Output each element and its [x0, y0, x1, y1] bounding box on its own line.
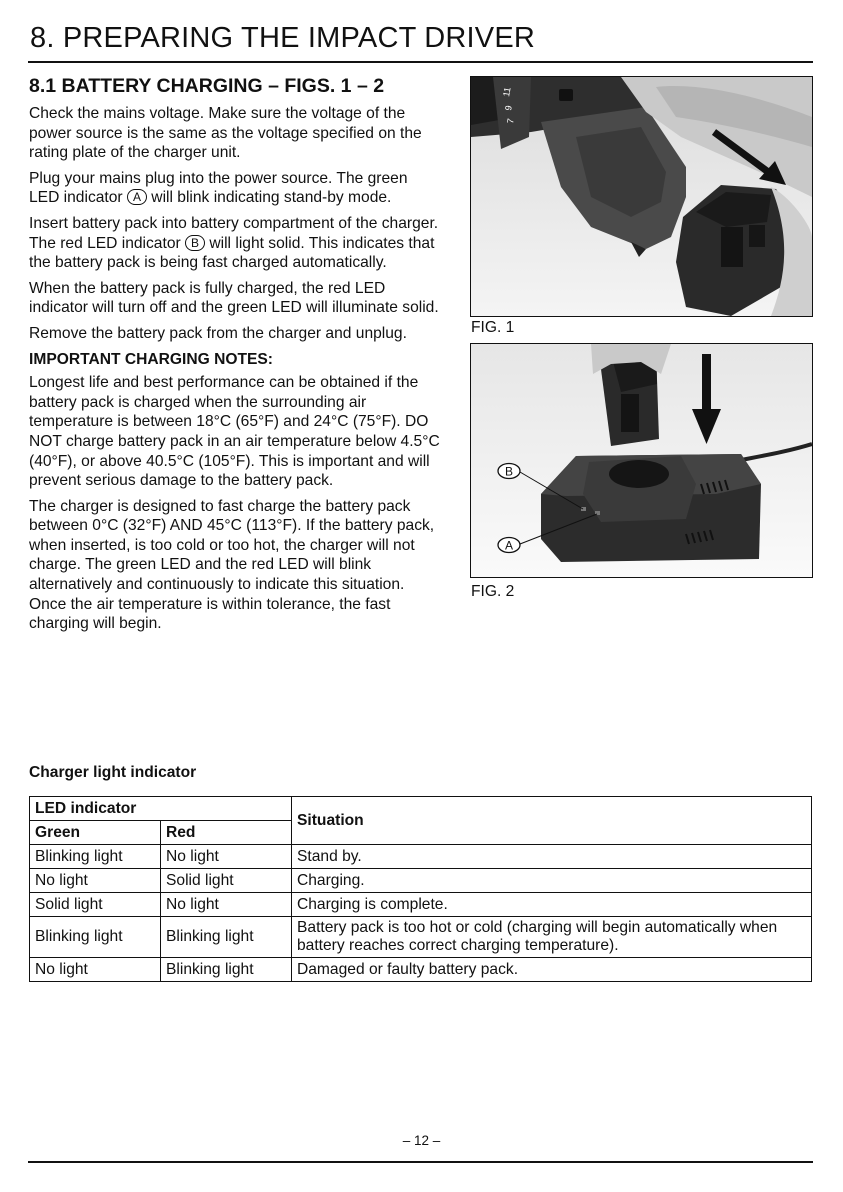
callout-b-letter: B [504, 464, 514, 479]
dial-digit: 11 [501, 86, 513, 98]
table-row [30, 845, 812, 869]
cell-red: No light [161, 845, 292, 869]
cell-green: No light [30, 958, 161, 982]
notes-heading: IMPORTANT CHARGING NOTES: [29, 350, 274, 368]
cell-red: Solid light [161, 869, 292, 893]
paragraph-text: will light solid. This indicates that the battery pack is being fast charged automatically. [29, 234, 435, 272]
cell-green: Blinking light [30, 845, 161, 869]
callout-a-letter: A [504, 538, 514, 553]
section-heading: 8.1 BATTERY CHARGING – FIGS. 1 – 2 [29, 75, 385, 97]
header-situation: Situation [292, 797, 812, 845]
paragraph-notes-temperature: Longest life and best performance can be obtained if the battery pack is charged when the surrounding air temperature is between 18°C (65°F) and 24°C (75°F). DO NOT charge battery pack in an air temperature below 4.5°C (40°F), or above 40.5°C (105°F). This is important and will prevent serious damage to the battery pack. [29, 374, 440, 490]
header-green: Green [30, 821, 161, 845]
cell-situation: Stand by. [292, 845, 812, 869]
indicator-b-badge: B [185, 235, 205, 251]
cell-red: Blinking light [161, 958, 292, 982]
table-row [30, 893, 812, 917]
paragraph-text: Plug your mains plug into the power source. The green LED indicator [29, 169, 408, 207]
figure-2-label: FIG. 2 [471, 583, 515, 600]
cell-situation: Charging. [292, 869, 812, 893]
header-led-indicator: LED indicator [30, 797, 292, 821]
paragraph-remove: Remove the battery pack from the charger and unplug. [29, 324, 407, 342]
paragraph-text: Insert battery pack into battery compartment of the charger. The red LED indicator [29, 214, 439, 252]
paragraph-fully-charged: When the battery pack is fully charged, the red LED indicator will turn off and the green LED will illuminate solid. [29, 279, 439, 317]
figure-2-image [470, 343, 813, 578]
cell-red: Blinking light [161, 917, 292, 958]
table-heading: Charger light indicator [29, 764, 197, 781]
figure-1-image [470, 76, 813, 317]
cell-situation: Battery pack is too hot or cold (charging will begin automatically when battery reaches correct charging temperature). [292, 917, 812, 958]
cell-green: Blinking light [30, 917, 161, 958]
table-row [30, 917, 812, 958]
paragraph-text: will blink indicating stand-by mode. [146, 189, 392, 207]
dial-digit: 7 [505, 117, 516, 125]
cell-situation: Charging is complete. [292, 893, 812, 917]
paragraph-plug-in [29, 169, 441, 208]
direction-arrow-shaft [702, 354, 711, 409]
header-red: Red [161, 821, 292, 845]
indicator-a-badge: A [127, 189, 147, 205]
title-divider [28, 61, 813, 63]
figure-1-label: FIG. 1 [471, 319, 515, 336]
cell-red: No light [161, 893, 292, 917]
cell-green: Solid light [30, 893, 161, 917]
table-row [30, 869, 812, 893]
dial-digit: 9 [503, 104, 514, 112]
charger-light-indicator-table [29, 796, 812, 982]
footer-divider [28, 1161, 813, 1163]
cell-green: No light [30, 869, 161, 893]
table-row [30, 958, 812, 982]
page-title: 8. PREPARING THE IMPACT DRIVER [30, 22, 536, 54]
cell-situation: Damaged or faulty battery pack. [292, 958, 812, 982]
page-number: – 12 – [402, 1133, 441, 1148]
paragraph-notes-fast-charge: The charger is designed to fast charge the battery pack between 0°C (32°F) AND 45°C (113°F). If the battery pack, when inserted, is too cold or too hot, the charger will not charge. The green LED and the red LED will blink alternatively and continuously to indicate this situation. Once the air temperature is within tolerance, the fast charging will begin. [29, 497, 435, 633]
instructions-column [29, 75, 441, 640]
paragraph-mains-voltage: Check the mains voltage. Make sure the voltage of the power source is the same as the voltage specified on the rating plate of the charger unit. [29, 105, 422, 162]
paragraph-insert-battery [29, 214, 441, 273]
